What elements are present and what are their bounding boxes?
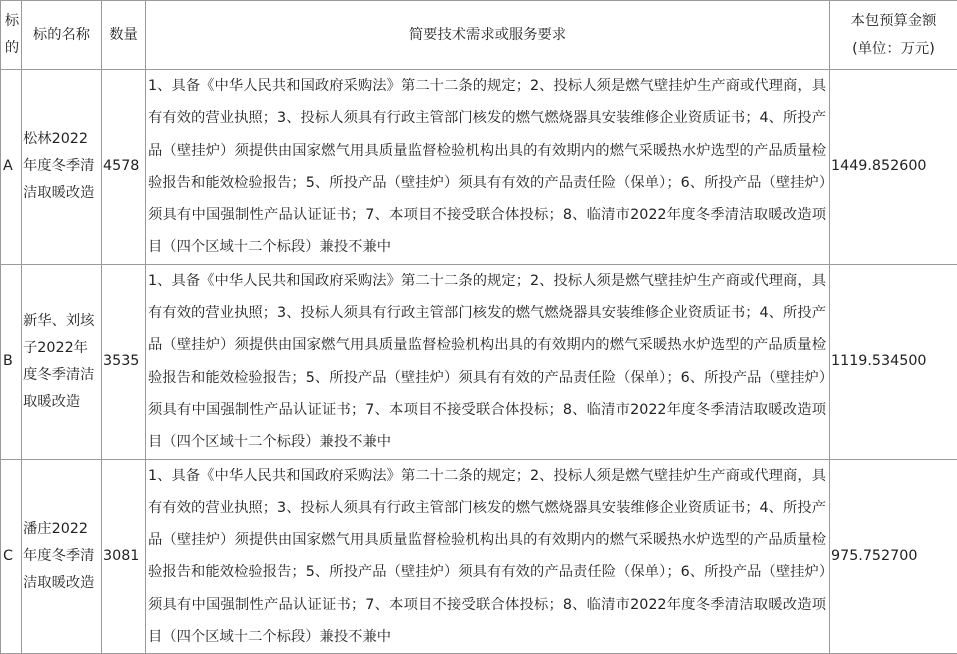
header-requirements: 简要技术需求或服务要求 [146,1,830,70]
lot-name: 新华、刘垓子2022年度冬季清洁取暖改造 [22,264,102,459]
table-header-row [1,1,957,70]
header-qty: 数量 [102,1,146,70]
table-row [1,70,957,265]
lot-qty: 3081 [102,459,146,654]
lot-id: A [1,70,22,265]
header-budget-line2: (单位：万元) [831,35,956,63]
header-budget [830,1,957,70]
lot-budget: 975.752700 [830,459,957,654]
table-row [1,264,957,459]
lot-budget: 1119.534500 [830,264,957,459]
lot-requirements: 1、具备《中华人民共和国政府采购法》第二十二条的规定；2、投标人须是燃气壁挂炉生产商或代理商，具有有效的营业执照；3、投标人须具有行政主管部门核发的燃气燃烧器具安装维修企业资质证书；4、所投产品（壁挂炉）须提供由国家燃气用具质量监督检验机构出具的有效期内的燃气采暖热水炉选型的产品质量检验报告和能效检验报告；5、所投产品（壁挂炉）须具有有效的产品责任险（保单）；6、所投产品（壁挂炉）须具有中国强制性产品认证证书；7、本项目不接受联合体投标；8、临清市2022年度冬季清洁取暖改造项目（四个区域十二个标段）兼投不兼中 [146,70,830,265]
header-budget-line1: 本包预算金额 [831,7,956,35]
header-lot: 标的 [1,1,22,70]
lot-budget: 1449.852600 [830,70,957,265]
lot-qty: 4578 [102,70,146,265]
table-row [1,459,957,654]
lot-requirements: 1、具备《中华人民共和国政府采购法》第二十二条的规定；2、投标人须是燃气壁挂炉生产商或代理商，具有有效的营业执照；3、投标人须具有行政主管部门核发的燃气燃烧器具安装维修企业资质证书；4、所投产品（壁挂炉）须提供由国家燃气用具质量监督检验机构出具的有效期内的燃气采暖热水炉选型的产品质量检验报告和能效检验报告；5、所投产品（壁挂炉）须具有有效的产品责任险（保单）；6、所投产品（壁挂炉）须具有中国强制性产品认证证书；7、本项目不接受联合体投标；8、临清市2022年度冬季清洁取暖改造项目（四个区域十二个标段）兼投不兼中 [146,459,830,654]
lot-id: B [1,264,22,459]
lot-name: 潘庄2022年度冬季清洁取暖改造 [22,459,102,654]
lot-qty: 3535 [102,264,146,459]
lot-requirements: 1、具备《中华人民共和国政府采购法》第二十二条的规定；2、投标人须是燃气壁挂炉生产商或代理商，具有有效的营业执照；3、投标人须具有行政主管部门核发的燃气燃烧器具安装维修企业资质证书；4、所投产品（壁挂炉）须提供由国家燃气用具质量监督检验机构出具的有效期内的燃气采暖热水炉选型的产品质量检验报告和能效检验报告；5、所投产品（壁挂炉）须具有有效的产品责任险（保单）；6、所投产品（壁挂炉）须具有中国强制性产品认证证书；7、本项目不接受联合体投标；8、临清市2022年度冬季清洁取暖改造项目（四个区域十二个标段）兼投不兼中 [146,264,830,459]
header-name: 标的名称 [22,1,102,70]
lot-name: 松林2022年度冬季清洁取暖改造 [22,70,102,265]
lot-id: C [1,459,22,654]
